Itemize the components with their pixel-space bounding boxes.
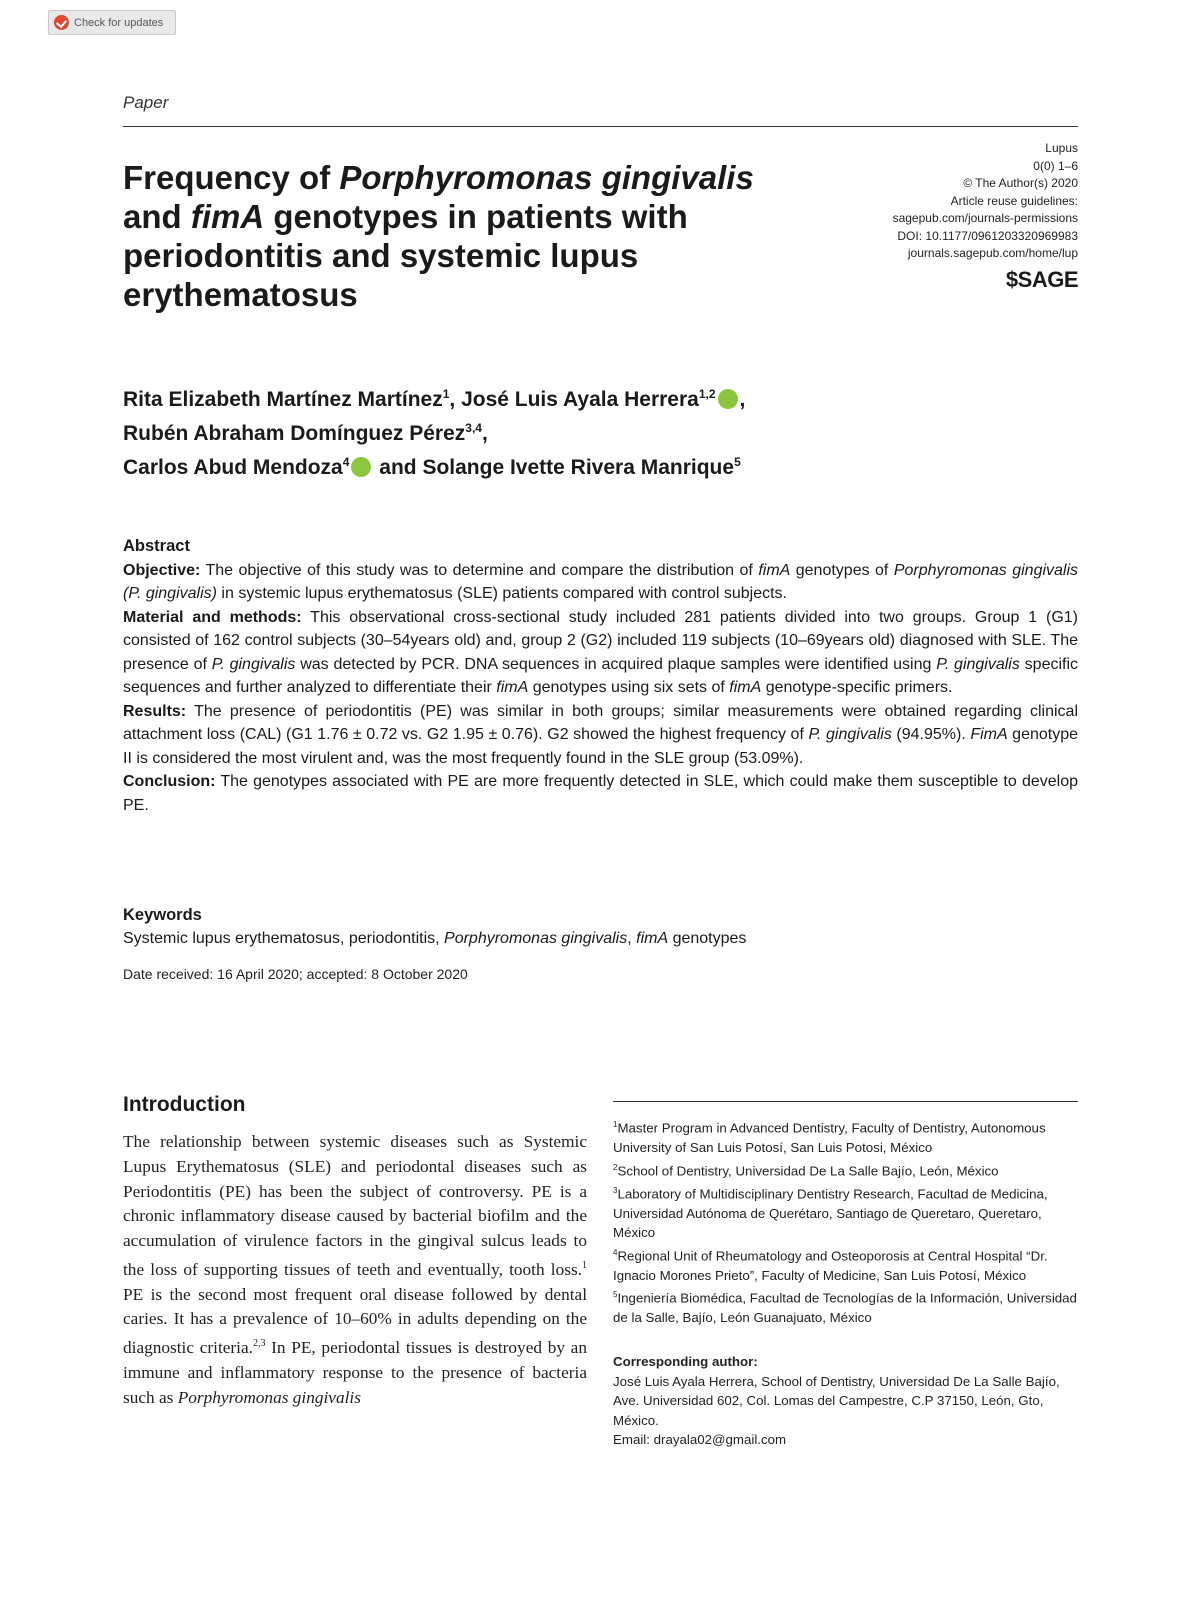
author-name[interactable]: José Luis Ayala Herrera bbox=[461, 388, 699, 411]
corresponding-label: Corresponding author: bbox=[613, 1354, 758, 1369]
footnote-divider bbox=[613, 1101, 1078, 1102]
keywords-heading: Keywords bbox=[123, 906, 202, 924]
sage-logo: $SAGE bbox=[1005, 267, 1078, 292]
keywords-list: Systemic lupus erythematosus, periodontitis, Porphyromonas gingivalis, fimA genotypes bbox=[123, 930, 747, 947]
check-for-updates-label: Check for updates bbox=[74, 16, 164, 29]
introduction-heading: Introduction bbox=[123, 1093, 246, 1116]
affiliation-item: $^2$School of Dentistry, Universidad De La Salle Bajío, León, México bbox=[613, 1162, 999, 1179]
affiliation-item: $^3$Laboratory of Multidisciplinary Dentistry Research, Facultad de Medicina, Universidad Autónoma de Querétaro, Santiago de Queretaro, Queretaro, México bbox=[613, 1185, 1048, 1241]
author-name[interactable]: Rubén Abraham Domínguez Pérez bbox=[123, 422, 466, 445]
corresponding-address: José Luis Ayala Herrera, School of Dentistry, Universidad De La Salle Bajío, Ave. Universidad 602, Col. Lomas del Campestre, C.P 37150, León, Gto, México. bbox=[613, 1373, 1060, 1428]
permissions-link[interactable]: sagepub.com/journals-permissions bbox=[892, 211, 1078, 225]
reference-link[interactable]: 2,3 bbox=[252, 1338, 266, 1350]
reference-link[interactable]: 1 bbox=[582, 1259, 587, 1271]
author-name[interactable]: Carlos Abud Mendoza bbox=[123, 456, 343, 479]
date-received: Date received: 16 April 2020; accepted: 8 October 2020 bbox=[123, 966, 468, 982]
affiliation-item: $^5$Ingeniería Biomédica, Facultad de Tecnologías de la Información, Universidad de la Salle, Bajío, León Guanajuato, México bbox=[613, 1290, 1077, 1326]
author-name[interactable]: Rita Elizabeth Martínez Martínez bbox=[123, 388, 443, 411]
section-label: Paper bbox=[123, 93, 169, 112]
journal-pages: 0(0) 1–6 bbox=[1033, 158, 1078, 173]
affiliation-item: $^1$Master Program in Advanced Dentistry, Faculty of Dentistry, Autonomous University of San Luis Potosí, San Luis Potosi, México bbox=[613, 1120, 1046, 1156]
abstract-methods: Material and methods: This observational cross-sectional study included 281 patients divided into two groups. Group 1 (G1) consisted of 162 control subjects (30–54years old) and, group 2 (G2) included 119 subjects (10–69years old) diagnosed with SLE. The presence of P. gingivalis was detected by PCR. DNA sequences in acquired plaque samples were identified using P. gingivalis specific sequences and further analyzed to differentiate their fimA genotypes using six sets of fimA genotype-specific primers. bbox=[123, 608, 1079, 696]
abstract bbox=[123, 535, 1078, 817]
keywords bbox=[123, 903, 1078, 951]
check-updates-icon bbox=[54, 15, 69, 30]
orcid-icon[interactable] bbox=[351, 457, 371, 477]
journal-info bbox=[893, 140, 1078, 263]
journal-name: Lupus bbox=[1045, 141, 1078, 155]
doi-link[interactable]: DOI: 10.1177/0961203320969983 bbox=[897, 228, 1078, 243]
journal-homepage-link[interactable]: journals.sagepub.com/home/lup bbox=[907, 246, 1078, 260]
introduction-text: The relationship between systemic diseases such as Systemic Lupus Erythematosus (SLE) and periodontal diseases such as Periodontitis (PE) has been the subject of controversy. PE is a chronic inflammatory disease caused by bacterial biofilm and the accumulation of virulence factors in the gingival sulcus leads to the loss of supporting tissues of teeth and eventually, tooth loss.$^1$ PE is the second most frequent oral disease followed by dental caries. It has a prevalence of 10–60% in adults depending on the diagnostic criteria.$^{2,3}$ In PE, periodontal tissues is destroyed by an immune and inflammatory response to the presence of bacteria such as Porphyromonas gingivalis bbox=[123, 1132, 587, 1407]
author-name[interactable]: Solange Ivette Rivera Manrique bbox=[422, 456, 735, 479]
abstract-conclusion: Conclusion: The genotypes associated with PE are more frequently detected in SLE, which could make them susceptible to develop PE. bbox=[123, 773, 1078, 814]
check-for-updates-button[interactable] bbox=[48, 10, 176, 35]
affiliations bbox=[613, 1115, 1083, 1328]
corresponding-author bbox=[613, 1352, 1083, 1450]
affiliation-item: $^4$Regional Unit of Rheumatology and Osteoporosis at Central Hospital “Dr. Ignacio Morones Prieto”, Faculty of Medicine, San Luis Potosí, México bbox=[613, 1247, 1048, 1283]
copyright: © The Author(s) 2020 bbox=[963, 176, 1078, 190]
article-title: Frequency of Porphyromonas gingivalis and fimA genotypes in patients with periodontitis and systemic lupus erythematosus bbox=[123, 159, 754, 313]
header-divider bbox=[123, 126, 1078, 127]
abstract-results: Results: The presence of periodontitis (PE) was similar in both groups; similar measurements were obtained regarding clinical attachment loss (CAL) (G1 1.76 ± 0.72 vs. G2 1.95 ± 0.76). G2 showed the highest frequency of P. gingivalis (94.95%). FimA genotype II is considered the most virulent and, was the most frequently found in the SLE group (53.09%). bbox=[123, 702, 1079, 767]
reuse-guidelines: Article reuse guidelines: bbox=[950, 193, 1078, 208]
abstract-heading: Abstract bbox=[123, 537, 190, 555]
author-list: Rita Elizabeth Martínez Martínez$^1$, José Luis Ayala Herrera$^{1,2}$ , Rubén Abraham Domínguez Pérez$^{3,4}$, Carlos Abud Mendoza$^4$ and Solange Ivette Rivera Manrique$^5$ bbox=[123, 387, 746, 479]
corresponding-email[interactable]: Email: drayala02@gmail.com bbox=[613, 1432, 787, 1448]
orcid-icon[interactable] bbox=[718, 389, 738, 409]
abstract-objective: Objective: The objective of this study was to determine and compare the distribution of fimA genotypes of Porphyromonas gingivalis (P. gingivalis) in systemic lupus erythematosus (SLE) patients compared with control subjects. bbox=[123, 561, 1079, 602]
